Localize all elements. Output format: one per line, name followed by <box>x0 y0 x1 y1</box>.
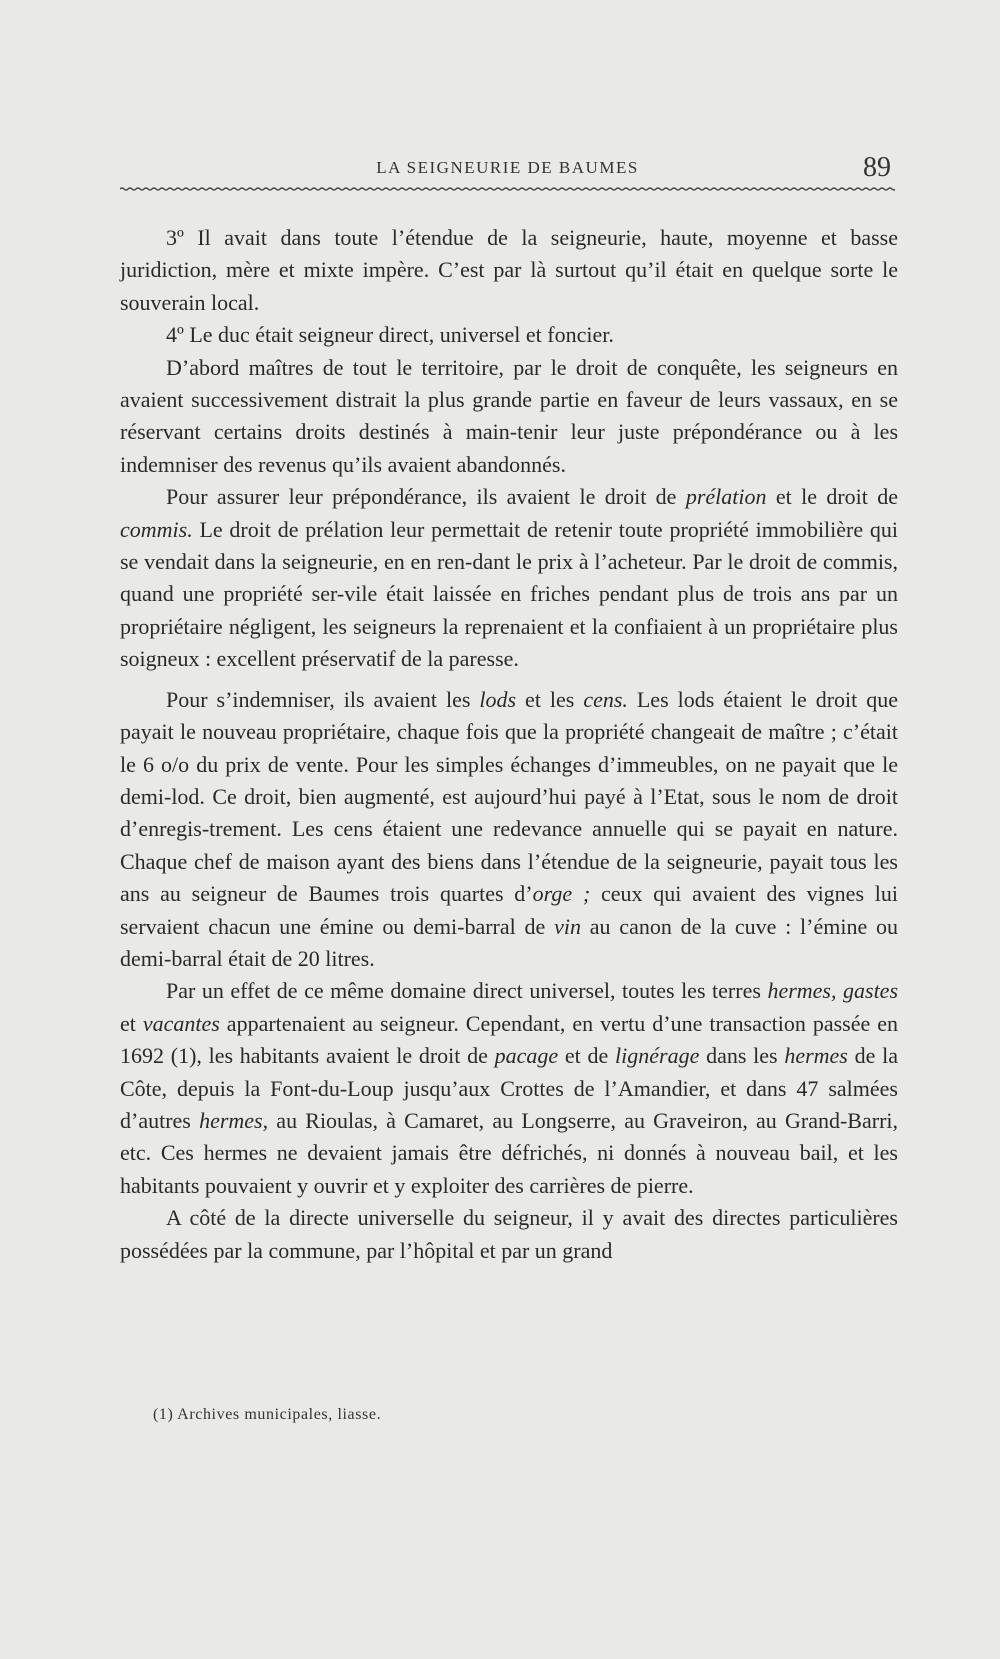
italic-term: orge ; <box>532 881 591 907</box>
text-run: et <box>120 1010 143 1036</box>
italic-term: vacantes <box>142 1010 220 1036</box>
paragraph-2 <box>120 319 898 351</box>
paragraph-7 <box>120 1202 898 1267</box>
text-run: et de <box>558 1043 616 1069</box>
italic-term: hermes, gastes <box>767 978 899 1004</box>
paragraph-6 <box>120 975 898 1202</box>
italic-term: pacage <box>494 1043 559 1069</box>
page-number: 89 <box>863 152 891 183</box>
text-run: et les <box>516 686 584 712</box>
italic-term: prélation <box>685 484 767 510</box>
text-run: et le droit de <box>766 484 899 510</box>
text-run: Les lods étaient le droit que payait le nouveau propriétaire, chaque fois que la propriété changeait de maître ; c’était le 6 o/o du prix de vente. Pour les simples échanges d’immeubles, on ne payait que le demi-lod. Ce droit, bien augmenté, est aujourd’hui payé à l’Etat, sous le nom de droit d’enregis-trement. Les cens étaient une redevance annuelle qui se payait en nature. Chaque chef de maison ayant des biens dans l’étendue de la seigneurie, payait tous les ans au seigneur de Baumes trois quartes d’ <box>120 686 898 907</box>
text-run: 3º Il avait dans toute l’étendue de la seigneurie, haute, moyenne et basse juridiction, mère et mixte impère. C’est par là surtout qu’il était en quelque sorte le souverain local. <box>120 225 898 315</box>
text-run: 4º Le duc était seigneur direct, universel et foncier. <box>166 322 614 348</box>
running-head <box>120 154 895 188</box>
text-run: dans les <box>699 1043 785 1069</box>
paragraph-5 <box>120 684 898 976</box>
text-run: Par un effet de ce même domaine direct universel, toutes les terres <box>166 978 768 1004</box>
text-run: ceux qui avaient des vignes lui servaient chacun une émine ou demi-barral de <box>120 881 898 939</box>
footnote: (1) Archives municipales, liasse. <box>153 1406 382 1423</box>
italic-term: hermes, <box>199 1107 269 1133</box>
text-run: D’abord maîtres de tout le territoire, par le droit de conquête, les seigneurs en avaient successivement distrait la plus grande partie en faveur de leurs vassaux, en se réservant certains droits destinés à main-tenir leur juste prépondérance ou à les indemniser des revenus qu’ils avaient abandonnés. <box>120 354 898 477</box>
wavy-rule <box>120 186 895 192</box>
text-run: au Rioulas, à Camaret, au Longserre, au Graveiron, au Grand-Barri, etc. Ces hermes ne devaient jamais être défrichés, ni donnés à nouveau bail, et les habitants pouvaient y ouvrir et y exploiter des carrières de pierre. <box>120 1107 899 1198</box>
text-run: appartenaient au seigneur. Cependant, en vertu d’une transaction passée en 1692 (1), les habitants avaient le droit de <box>120 1010 898 1069</box>
text-run: Pour assurer leur prépondérance, ils avaient le droit de <box>166 484 686 510</box>
text-run: de la Côte, depuis la Font-du-Loup jusqu’aux Crottes de l’Amandier, et dans 47 salmées d’autres <box>120 1043 898 1133</box>
text-run: Pour s’indemniser, ils avaient les <box>166 686 480 712</box>
italic-term: hermes <box>784 1043 848 1069</box>
paragraph-4 <box>120 481 898 675</box>
paragraph-3 <box>120 352 898 482</box>
italic-term: lignérage <box>615 1043 700 1069</box>
paragraph-1 <box>120 222 898 319</box>
text-run: A côté de la directe universelle du seigneur, il y avait des directes particulières possédées par la commune, par l’hôpital et par un grand <box>120 1205 898 1263</box>
text-run: au canon de la cuve : l’émine ou demi-barral était de 20 litres. <box>120 913 898 971</box>
italic-term: commis. <box>120 516 193 542</box>
italic-term: lods <box>479 686 517 712</box>
italic-term: vin <box>554 913 581 939</box>
body-text <box>120 222 898 1267</box>
italic-term: cens. <box>583 686 628 712</box>
text-run: Le droit de prélation leur permettait de retenir toute propriété immobilière qui se vendait dans la seigneurie, en en ren-dant le prix à l’acheteur. Par le droit de commis, quand une propriété ser-vile était laissée en friches pendant plus de trois ans par un propriétaire négligent, les seigneurs la reprenaient et la confiaient à un propriétaire plus soigneux : excellent préservatif de la paresse. <box>120 516 898 672</box>
running-title: LA SEIGNEURIE DE BAUMES <box>376 158 639 177</box>
